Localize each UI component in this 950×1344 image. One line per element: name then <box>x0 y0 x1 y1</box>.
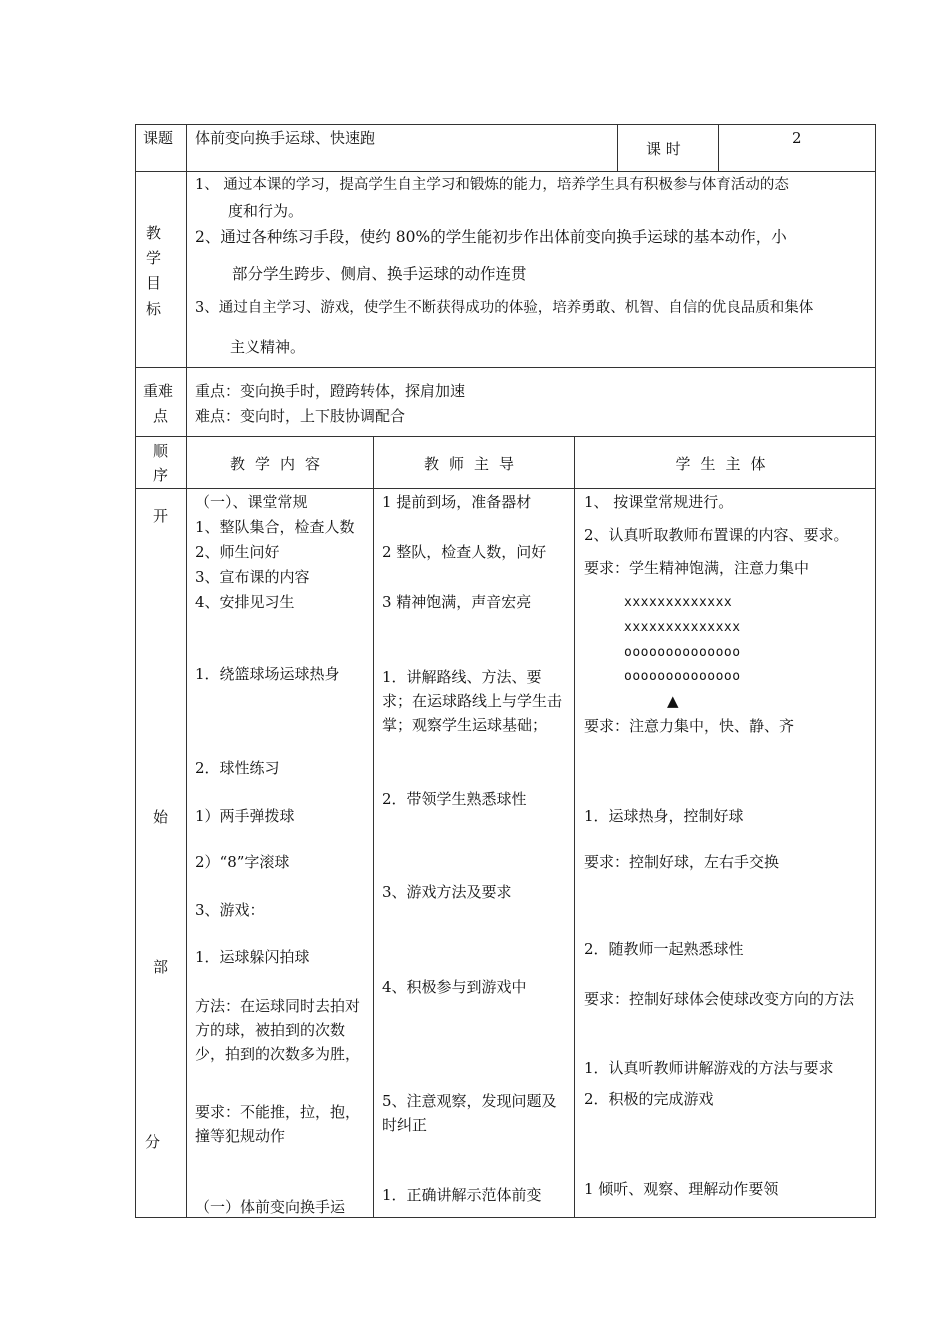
teacher-item: 2 整队，检查人数，问好 <box>382 543 547 561</box>
student-item: 1、 按课堂常规进行。 <box>584 493 734 511</box>
student-item: 1．认真听教师讲解游戏的方法与要求 <box>584 1059 834 1077</box>
keypoints-label: 点 <box>153 407 169 425</box>
content-item: 1、整队集合，检查人数 <box>195 518 355 536</box>
content-item: 2．球性练习 <box>195 759 280 777</box>
order-header: 序 <box>153 466 169 484</box>
column-divider <box>617 124 618 171</box>
teacher-item: 3 精神饱满，声音宏亮 <box>382 593 532 611</box>
objective-2-line-1: 2、通过各种练习手段，使约 80%的学生能初步作出体前变向换手运球的基本动作，小 <box>195 228 787 246</box>
content-item: 4、安排见习生 <box>195 593 295 611</box>
teacher-position-triangle-icon: ▲ <box>667 692 679 710</box>
content-item: 2）“8”字滚球 <box>195 853 290 871</box>
content-item: 要求：不能推，拉，抱，撞等犯规动作 <box>195 1103 361 1145</box>
objective-1-line-1: 1、 通过本课的学习，提高学生自主学习和锻炼的能力，培养学生具有积极参与体育活动的态 <box>195 177 789 193</box>
lesson-topic: 体前变向换手运球、快速跑 <box>195 129 376 147</box>
student-item: 2、认真听取教师布置课的内容、要求。 <box>584 526 849 544</box>
objectives-label-char: 学 <box>146 249 162 267</box>
topic-label: 课题 <box>143 129 174 147</box>
student-item: 要求：控制好球体会使球改变方向的方法 <box>584 990 855 1008</box>
column-divider <box>574 436 575 1218</box>
section-label-char: 分 <box>145 1133 161 1151</box>
keypoints-label: 重难 <box>143 382 174 400</box>
teacher-item: 2．带领学生熟悉球性 <box>382 790 527 808</box>
content-item: （一）体前变向换手运 <box>195 1198 346 1216</box>
student-item: 2．积极的完成游戏 <box>584 1090 714 1108</box>
student-item: 要求：注意力集中，快、静、齐 <box>584 717 795 735</box>
objective-2-line-2: 部分学生跨步、侧肩、换手运球的动作连贯 <box>232 265 527 283</box>
teacher-item: 4、积极参与到游戏中 <box>382 978 527 996</box>
row-divider <box>135 171 876 172</box>
student-item: 1．运球热身，控制好球 <box>584 807 744 825</box>
key-difficulty: 难点：变向时，上下肢协调配合 <box>195 407 406 425</box>
teacher-item: 3、游戏方法及要求 <box>382 883 512 901</box>
formation-row: xxxxxxxxxxxxxx <box>624 620 741 635</box>
column-divider <box>186 124 187 1218</box>
section-label-char: 始 <box>153 808 169 826</box>
lesson-hours: 2 <box>792 129 802 147</box>
order-header: 顺 <box>153 442 169 460</box>
content-item: （一）、课堂常规 <box>195 493 308 511</box>
objectives-label-char: 目 <box>146 274 162 292</box>
content-item: 1）两手弹拨球 <box>195 807 295 825</box>
student-item: 要求：学生精神饱满，注意力集中 <box>584 559 810 577</box>
objectives-label-char: 教 <box>146 224 162 242</box>
section-label-char: 开 <box>153 507 169 525</box>
teacher-item: 1．讲解路线、方法、要求；在运球路线上与学生击掌；观察学生运球基础； <box>382 668 563 734</box>
objective-3-line-2: 主义精神。 <box>230 338 306 356</box>
row-divider <box>135 488 876 489</box>
objective-3-line-1: 3、通过自主学习、游戏，使学生不断获得成功的体验，培养勇敢、机智、自信的优良品质和集体 <box>195 300 814 316</box>
formation-row: oooooooooooooo <box>624 645 741 660</box>
teacher-item: 1 提前到场，准备器材 <box>382 493 532 511</box>
row-divider <box>135 436 876 437</box>
teacher-header: 教师主导 <box>423 455 524 473</box>
section-label-char: 部 <box>153 958 169 976</box>
column-divider <box>718 124 719 171</box>
column-divider <box>373 436 374 1218</box>
student-header: 学生主体 <box>675 455 776 473</box>
formation-row: xxxxxxxxxxxxx <box>624 595 733 610</box>
student-item: 要求：控制好球，左右手交换 <box>584 853 780 871</box>
teacher-item: 5、注意观察，发现问题及时纠正 <box>382 1092 557 1134</box>
content-item: 方法：在运球同时去拍对方的球，被拍到的次数少，拍到的次数多为胜， <box>195 997 361 1063</box>
content-item: 3、宣布课的内容 <box>195 568 310 586</box>
student-item: 1 倾听、观察、理解动作要领 <box>584 1180 779 1198</box>
teacher-item: 1．正确讲解示范体前变 <box>382 1186 542 1204</box>
hours-label: 课 时 <box>646 140 681 158</box>
objective-1-line-2: 度和行为。 <box>228 202 304 220</box>
content-item: 2、师生问好 <box>195 543 280 561</box>
content-item: 1．运球躲闪拍球 <box>195 948 310 966</box>
content-item: 3、游戏： <box>195 901 265 919</box>
objectives-label-char: 标 <box>146 300 162 318</box>
formation-row: oooooooooooooo <box>624 669 741 684</box>
student-item: 2．随教师一起熟悉球性 <box>584 940 744 958</box>
content-item: 1．绕篮球场运球热身 <box>195 665 340 683</box>
row-divider <box>135 367 876 368</box>
content-header: 教学内容 <box>229 455 330 473</box>
key-focus: 重点：变向换手时，蹬跨转体，探肩加速 <box>195 382 466 400</box>
